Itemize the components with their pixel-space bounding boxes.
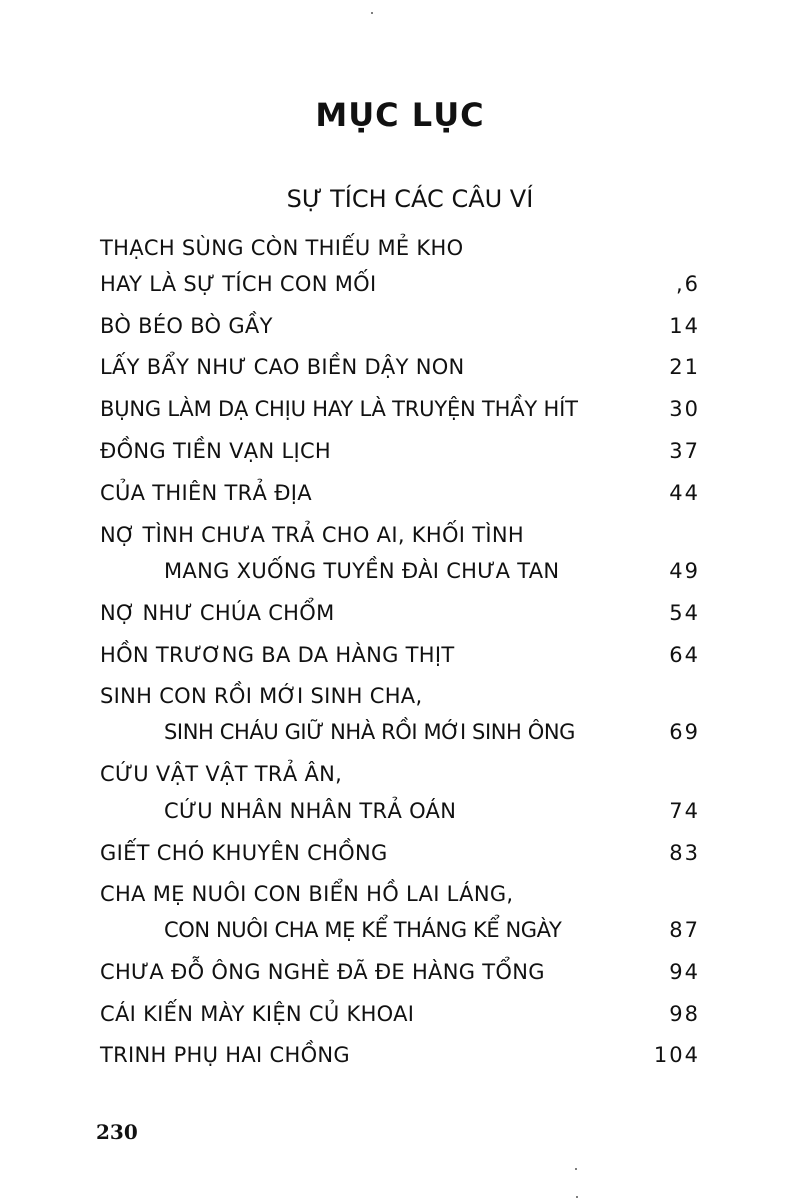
- toc-entry: [100, 355, 700, 391]
- toc-entry-title: SINH CHÁU GIỮ NHÀ RỒI MỚI SINH ÔNG: [164, 720, 576, 744]
- toc-entry-title: HAY LÀ SỰ TÍCH CON MỐI: [100, 272, 377, 296]
- toc-entry-title: CON NUÔI CHA MẸ KỂ THÁNG KỂ NGÀY: [164, 918, 562, 942]
- toc-entry-title: CỨU VẬT VẬT TRẢ ÂN,: [100, 762, 343, 786]
- toc-entry-title: BỤNG LÀM DẠ CHỊU HAY LÀ TRUYỆN THẦY HÍT: [100, 397, 578, 421]
- toc-entry-title: LẤY BẨY NHƯ CAO BIỀN DẬY NON: [100, 355, 465, 379]
- page-number: 230: [96, 1120, 138, 1144]
- toc-page-number: 54: [669, 601, 700, 625]
- toc-entry-title: BÒ BÉO BÒ GẦY: [100, 314, 273, 338]
- toc-entry-title: NỢ TÌNH CHƯA TRẢ CHO AI, KHỐI TÌNH: [100, 523, 524, 547]
- toc-entry-title: THẠCH SÙNG CÒN THIẾU MẺ KHO: [100, 236, 464, 260]
- toc-page-number: 49: [669, 559, 700, 583]
- toc-page-number: 74: [669, 799, 700, 823]
- toc-entry-title: SINH CON RỒI MỚI SINH CHA,: [100, 684, 423, 708]
- toc-entry-title: CỦA THIÊN TRẢ ĐỊA: [100, 481, 312, 505]
- toc-entry-title: CỨU NHÂN NHÂN TRẢ OÁN: [164, 799, 457, 823]
- toc-entry-title: NỢ NHƯ CHÚA CHỔM: [100, 601, 335, 625]
- toc-entry-continuation: [100, 799, 700, 835]
- toc-entry-continuation: [100, 559, 700, 595]
- toc-entry: [100, 684, 700, 720]
- toc-page-number: ,6: [675, 272, 700, 296]
- toc-entry-title: CHA MẸ NUÔI CON BIỂN HỒ LAI LÁNG,: [100, 882, 514, 906]
- toc-entry-title: GIẾT CHÓ KHUYÊN CHỒNG: [100, 841, 388, 865]
- toc-page-number: 104: [653, 1043, 700, 1067]
- toc-entry-continuation: [100, 272, 700, 308]
- toc-entry-title: CHƯA ĐỖ ÔNG NGHÈ ĐÃ ĐE HÀNG TỔNG: [100, 960, 545, 984]
- section-title: SỰ TÍCH CÁC CÂU VÍ: [286, 185, 534, 213]
- toc-page-number: 69: [669, 720, 700, 744]
- paper-speck: [575, 1168, 577, 1170]
- toc-entry: [100, 882, 700, 918]
- toc-entry: [100, 1043, 700, 1079]
- toc-page-number: 87: [669, 918, 700, 942]
- toc-entry: [100, 1002, 700, 1038]
- toc-entry-continuation: [100, 720, 700, 756]
- toc-page-number: 94: [669, 960, 700, 984]
- toc-page-number: 21: [669, 355, 700, 379]
- toc-page-number: 64: [669, 643, 700, 667]
- toc-entry-title: TRINH PHỤ HAI CHỒNG: [100, 1043, 350, 1067]
- paper-speck: [371, 12, 373, 14]
- toc-page-number: 44: [669, 481, 700, 505]
- toc-entry-title: HỒN TRƯƠNG BA DA HÀNG THỊT: [100, 643, 455, 667]
- toc-entry: [100, 960, 700, 996]
- toc-page-number: 14: [669, 314, 700, 338]
- toc-entry: [100, 397, 700, 433]
- toc-entry-title: ĐỒNG TIỀN VẠN LỊCH: [100, 439, 331, 463]
- toc-entry-title: CÁI KIẾN MÀY KIỆN CỦ KHOAI: [100, 1002, 415, 1026]
- toc-entry: [100, 601, 700, 637]
- toc-entry-title: MANG XUỐNG TUYỀN ĐÀI CHƯA TAN: [164, 559, 560, 583]
- toc-page-number: 98: [669, 1002, 700, 1026]
- toc-entry: [100, 841, 700, 877]
- page-title: MỤC LỤC: [315, 96, 485, 134]
- toc-entry: [100, 236, 700, 272]
- toc-page-number: 37: [669, 439, 700, 463]
- toc-entry: [100, 523, 700, 559]
- toc-entry: [100, 481, 700, 517]
- toc-entry: [100, 439, 700, 475]
- toc-page-number: 83: [669, 841, 700, 865]
- toc-entry: [100, 762, 700, 798]
- toc-entry: [100, 314, 700, 350]
- toc-entry: [100, 643, 700, 679]
- toc-entry-continuation: [100, 918, 700, 954]
- toc-page-number: 30: [669, 397, 700, 421]
